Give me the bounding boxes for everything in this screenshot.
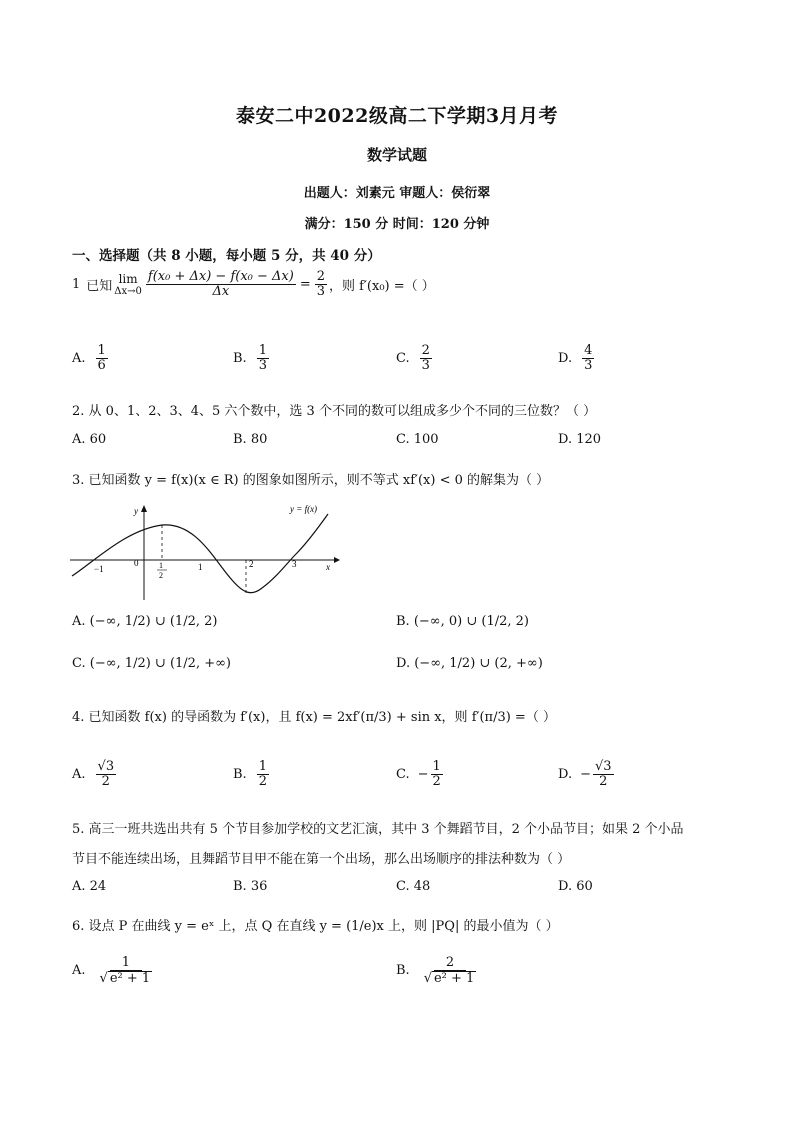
fraction-denominator: 2: [101, 773, 110, 789]
fraction-numerator: 1: [258, 759, 267, 774]
exam-subject: 数学试题: [366, 146, 427, 164]
q1-option-d: [558, 344, 596, 372]
q3-option-b: B. (−∞, 0) ∪ (1/2, 2): [396, 614, 529, 629]
question-5-line-1: 5. 高三一班共选出共有 5 个节目参加学校的文艺汇演，其中 3 个舞蹈节目，2 个小品节目；如果 2 个小品: [72, 822, 684, 837]
tick-three: 3: [292, 559, 297, 569]
section-heading: 一、选择题（共 8 小题，每小题 5 分，共 40 分）: [72, 248, 381, 264]
question-2: 2. 从 0、1、2、3、4、5 六个数中，选 3 个不同的数可以组成多少个不同的三位数？（ ）: [72, 404, 597, 419]
option-fraction: [420, 344, 432, 372]
question-number: 1: [72, 276, 81, 292]
q3-option-a: A. (−∞, 1/2) ∪ (1/2, 2): [72, 614, 218, 629]
q3-option-d: D. (−∞, 1/2) ∪ (2, +∞): [396, 656, 543, 671]
question-text-end: ，则 f′(x₀) =（ ）: [329, 278, 435, 294]
q2-option-b: B. 80: [233, 432, 268, 447]
curve-label: y = f(x): [290, 504, 318, 514]
sqrt-sign: √: [423, 970, 432, 986]
function-graph: [66, 500, 346, 605]
fraction-numerator: 1: [258, 343, 267, 358]
fraction-denominator: 2: [432, 773, 441, 789]
limit-subscript: Δx→0: [114, 285, 142, 297]
question-3: 3. 已知函数 y = f(x)(x ∈ R) 的图象如图所示，则不等式 xf′(x) < 0 的解集为（ ）: [72, 473, 550, 488]
q1-option-c: [396, 344, 434, 372]
q5-option-c: C. 48: [396, 879, 431, 894]
q5-option-b: B. 36: [233, 879, 268, 894]
fraction-denominator: 2: [258, 773, 267, 789]
option-fraction: [96, 760, 117, 788]
exam-score-time: 满分：150 分 时间：120 分钟: [304, 217, 490, 232]
limit-expression: [114, 272, 142, 297]
fraction-numerator: 1: [97, 343, 106, 358]
quotient-denominator: Δx: [212, 283, 230, 299]
fraction-denominator: 3: [316, 283, 326, 299]
q1-option-b: [233, 344, 271, 372]
option-label: A.: [72, 350, 86, 366]
question-text: 已知: [86, 278, 113, 294]
question-1: [72, 270, 435, 298]
option-label: A.: [72, 963, 86, 979]
fraction-denominator: 3: [421, 357, 430, 373]
fraction-numerator: √3: [595, 759, 612, 774]
q4-option-d: [558, 760, 616, 788]
q2-option-c: C. 100: [396, 432, 439, 447]
tick-half-numerator: 1: [159, 561, 163, 570]
q4-option-c: [396, 760, 445, 788]
q4-option-a: [72, 760, 118, 788]
y-axis-label: y: [134, 506, 138, 516]
q5-option-a: A. 24: [72, 879, 107, 894]
equals-sign: =: [299, 276, 311, 292]
option-fraction: [98, 956, 155, 985]
q6-option-a: [72, 956, 156, 985]
question-4: 4. 已知函数 f(x) 的导函数为 f′(x)，且 f(x) = 2xf′(π/3) + sin x，则 f′(π/3) =（ ）: [72, 710, 556, 725]
sqrt-sign: √: [99, 970, 108, 986]
fraction-numerator: 2: [316, 269, 326, 284]
option-fraction: [96, 344, 108, 372]
sqrt-denominator: [422, 971, 479, 986]
fraction-denominator: 3: [258, 357, 267, 373]
radicand: e² + 1: [433, 970, 475, 986]
q5-option-d: D. 60: [558, 879, 593, 894]
quotient-numerator: f(x₀ + Δx) − f(x₀ − Δx): [147, 269, 294, 284]
question-5-line-2: 节目不能连续出场，且舞蹈节目甲不能在第一个出场，那么出场顺序的排法种数为（ ）: [72, 852, 571, 867]
option-label: C.: [396, 766, 410, 782]
fraction-denominator: 6: [97, 357, 106, 373]
limit-symbol: lim: [118, 271, 138, 286]
sqrt-denominator: [98, 971, 155, 986]
fraction-numerator: 1: [110, 956, 142, 971]
option-sign: −: [580, 766, 591, 782]
q2-option-d: D. 120: [558, 432, 602, 447]
option-label: B.: [233, 350, 247, 366]
option-fraction: [593, 760, 614, 788]
tick-zero: 0: [134, 558, 139, 568]
fraction-numerator: 2: [421, 343, 430, 358]
fraction-denominator: 3: [584, 357, 593, 373]
rhs-fraction: [315, 270, 327, 298]
option-fraction: [422, 956, 479, 985]
fraction-numerator: 1: [432, 759, 441, 774]
fraction-numerator: 4: [584, 343, 593, 358]
tick-one: 1: [198, 562, 203, 572]
fraction-numerator: √3: [97, 759, 115, 774]
option-sign: −: [417, 766, 429, 782]
exam-title: 泰安二中2022级高二下学期3月月考: [235, 105, 559, 127]
exam-authors: 出题人：刘素元 审题人：侯衍翠: [303, 186, 491, 201]
fraction-denominator: 2: [599, 773, 608, 789]
option-label: B.: [233, 766, 247, 782]
function-curve: [72, 514, 328, 593]
x-axis-arrow: [334, 557, 340, 563]
tick-two: 2: [249, 559, 254, 569]
y-axis-arrow: [141, 505, 147, 512]
tick-half-denominator: 2: [159, 571, 163, 580]
option-label: D.: [558, 350, 573, 366]
q3-option-c: C. (−∞, 1/2) ∪ (1/2, +∞): [72, 656, 232, 671]
x-axis-label: x: [326, 562, 330, 572]
difference-quotient: [146, 270, 296, 298]
q4-option-b: [233, 760, 271, 788]
q1-option-a: [72, 344, 110, 372]
question-6: 6. 设点 P 在曲线 y = eˣ 上，点 Q 在直线 y = (1/e)x 上，则 |PQ| 的最小值为（ ）: [72, 919, 559, 934]
option-fraction: [257, 760, 269, 788]
option-fraction: [257, 344, 269, 372]
fraction-numerator: 2: [434, 956, 466, 971]
q6-option-b: [396, 956, 480, 985]
radicand: e² + 1: [109, 970, 151, 986]
option-label: A.: [72, 766, 86, 782]
tick-minus-one: −1: [94, 564, 104, 574]
option-fraction: [582, 344, 594, 372]
option-label: C.: [396, 350, 410, 366]
option-fraction: [431, 760, 443, 788]
option-label: B.: [396, 963, 410, 979]
option-label: D.: [558, 766, 573, 782]
q2-option-a: A. 60: [72, 432, 107, 447]
